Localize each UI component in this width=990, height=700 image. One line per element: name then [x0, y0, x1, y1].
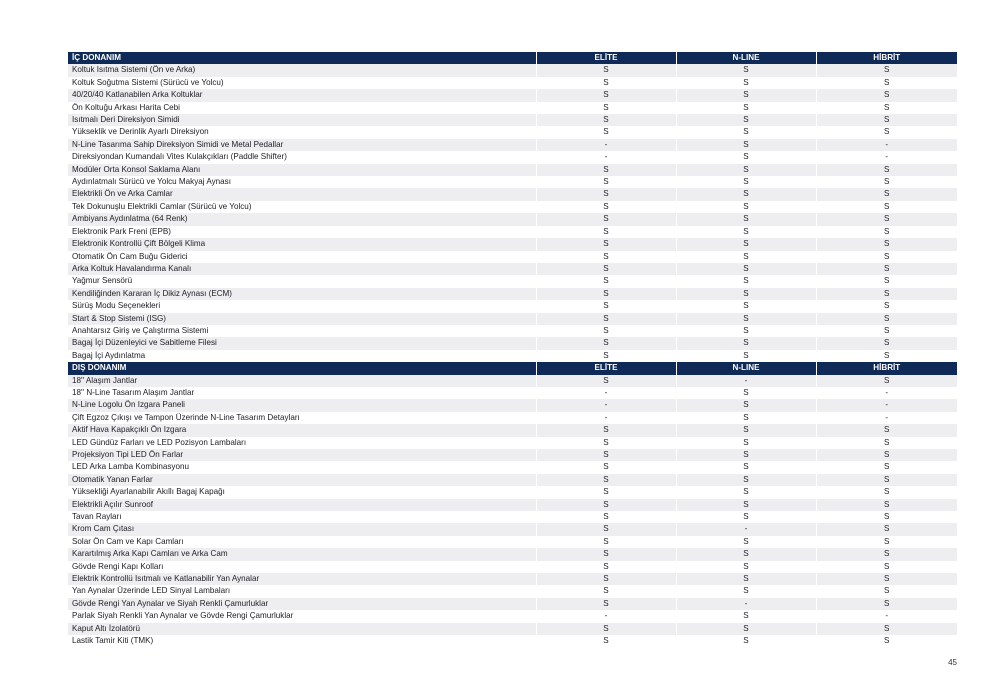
- table-row: [68, 387, 957, 399]
- column-header: N-LINE: [676, 362, 816, 374]
- availability-cell: S: [676, 573, 816, 585]
- availability-cell: S: [676, 288, 816, 300]
- availability-cell: S: [676, 623, 816, 635]
- feature-name: Tavan Rayları: [68, 511, 536, 523]
- feature-name: Lastik Tamir Kiti (TMK): [68, 635, 536, 647]
- availability-cell: S: [536, 548, 676, 560]
- feature-name: 40/20/40 Katlanabilen Arka Koltuklar: [68, 89, 536, 101]
- availability-cell: -: [676, 523, 816, 535]
- availability-cell: S: [676, 536, 816, 548]
- availability-cell: S: [676, 114, 816, 126]
- availability-cell: S: [676, 313, 816, 325]
- table-row: [68, 610, 957, 622]
- availability-cell: S: [676, 139, 816, 151]
- availability-cell: S: [816, 424, 957, 436]
- feature-name: Çift Egzoz Çıkışı ve Tampon Üzerinde N-Line Tasarım Detayları: [68, 412, 536, 424]
- feature-name: Sürüş Modu Seçenekleri: [68, 300, 536, 312]
- table-row: [68, 64, 957, 76]
- table-row: [68, 77, 957, 89]
- table-row: [68, 548, 957, 560]
- availability-cell: S: [816, 561, 957, 573]
- feature-name: Elektronik Park Freni (EPB): [68, 226, 536, 238]
- availability-cell: S: [536, 437, 676, 449]
- availability-cell: S: [676, 325, 816, 337]
- feature-name: Bagaj İçi Düzenleyici ve Sabitleme Filesi: [68, 337, 536, 349]
- availability-cell: S: [816, 114, 957, 126]
- availability-cell: S: [676, 126, 816, 138]
- availability-cell: S: [816, 77, 957, 89]
- availability-cell: S: [676, 64, 816, 76]
- availability-cell: S: [676, 350, 816, 362]
- feature-name: Otomatik Ön Cam Buğu Giderici: [68, 251, 536, 263]
- availability-cell: S: [676, 226, 816, 238]
- table-row: [68, 337, 957, 349]
- column-header: HİBRİT: [816, 52, 957, 64]
- availability-cell: S: [536, 89, 676, 101]
- table-row: [68, 461, 957, 473]
- availability-cell: S: [676, 176, 816, 188]
- table-row: [68, 412, 957, 424]
- feature-name: Yüksekliği Ayarlanabilir Akıllı Bagaj Kapağı: [68, 486, 536, 498]
- availability-cell: S: [676, 251, 816, 263]
- feature-name: Gövde Rengi Yan Aynalar ve Siyah Renkli Çamurluklar: [68, 598, 536, 610]
- feature-name: Yan Aynalar Üzerinde LED Sinyal Lambaları: [68, 585, 536, 597]
- availability-cell: S: [816, 635, 957, 647]
- feature-name: LED Gündüz Farları ve LED Pozisyon Lambaları: [68, 437, 536, 449]
- availability-cell: S: [816, 251, 957, 263]
- table-row: [68, 275, 957, 287]
- feature-name: Yağmur Sensörü: [68, 275, 536, 287]
- availability-cell: -: [676, 598, 816, 610]
- availability-cell: S: [816, 226, 957, 238]
- availability-cell: -: [536, 399, 676, 411]
- availability-cell: S: [676, 151, 816, 163]
- feature-name: Ön Koltuğu Arkası Harita Cebi: [68, 102, 536, 114]
- availability-cell: -: [536, 412, 676, 424]
- availability-cell: S: [536, 375, 676, 387]
- feature-name: Arka Koltuk Havalandırma Kanalı: [68, 263, 536, 275]
- table-row: [68, 126, 957, 138]
- column-header: HİBRİT: [816, 362, 957, 374]
- availability-cell: S: [536, 486, 676, 498]
- feature-name: Solar Ön Cam ve Kapı Camları: [68, 536, 536, 548]
- availability-cell: S: [816, 64, 957, 76]
- feature-name: Tek Dokunuşlu Elektrikli Camlar (Sürücü ve Yolcu): [68, 201, 536, 213]
- feature-name: Elektrik Kontrollü Isıtmalı ve Katlanabilir Yan Aynalar: [68, 573, 536, 585]
- availability-cell: S: [536, 573, 676, 585]
- availability-cell: S: [536, 635, 676, 647]
- table-row: [68, 437, 957, 449]
- feature-name: Otomatik Yanan Farlar: [68, 474, 536, 486]
- table-row: [68, 151, 957, 163]
- availability-cell: S: [676, 89, 816, 101]
- availability-cell: -: [816, 610, 957, 622]
- feature-name: N-Line Logolu Ön Izgara Paneli: [68, 399, 536, 411]
- availability-cell: S: [816, 350, 957, 362]
- availability-cell: S: [816, 461, 957, 473]
- availability-cell: S: [536, 474, 676, 486]
- availability-cell: S: [536, 114, 676, 126]
- table-row: [68, 598, 957, 610]
- availability-cell: S: [676, 300, 816, 312]
- availability-cell: S: [676, 424, 816, 436]
- availability-cell: S: [536, 251, 676, 263]
- availability-cell: -: [816, 399, 957, 411]
- availability-cell: S: [676, 213, 816, 225]
- availability-cell: S: [676, 275, 816, 287]
- table-row: [68, 623, 957, 635]
- equipment-table: [68, 52, 957, 648]
- availability-cell: S: [536, 598, 676, 610]
- availability-cell: S: [536, 102, 676, 114]
- feature-name: Aktif Hava Kapakçıklı Ön Izgara: [68, 424, 536, 436]
- availability-cell: -: [536, 387, 676, 399]
- availability-cell: S: [676, 399, 816, 411]
- availability-cell: S: [536, 238, 676, 250]
- availability-cell: S: [676, 610, 816, 622]
- table-row: [68, 486, 957, 498]
- availability-cell: S: [536, 461, 676, 473]
- availability-cell: S: [816, 511, 957, 523]
- availability-cell: S: [676, 387, 816, 399]
- availability-cell: S: [536, 126, 676, 138]
- table-row: [68, 313, 957, 325]
- availability-cell: S: [816, 164, 957, 176]
- feature-name: Karartılmış Arka Kapı Camları ve Arka Cam: [68, 548, 536, 560]
- availability-cell: S: [816, 176, 957, 188]
- availability-cell: -: [816, 139, 957, 151]
- table-row: [68, 523, 957, 535]
- section-header: [68, 362, 957, 374]
- table-row: [68, 573, 957, 585]
- availability-cell: S: [536, 325, 676, 337]
- feature-name: Isıtmalı Deri Direksiyon Simidi: [68, 114, 536, 126]
- availability-cell: S: [676, 474, 816, 486]
- table-row: [68, 176, 957, 188]
- availability-cell: S: [536, 275, 676, 287]
- availability-cell: S: [676, 201, 816, 213]
- availability-cell: -: [536, 610, 676, 622]
- table-row: [68, 89, 957, 101]
- availability-cell: S: [676, 499, 816, 511]
- availability-cell: S: [536, 188, 676, 200]
- availability-cell: S: [676, 561, 816, 573]
- column-header: N-LINE: [676, 52, 816, 64]
- availability-cell: -: [676, 375, 816, 387]
- feature-name: Direksiyondan Kumandalı Vites Kulakçıkları (Paddle Shifter): [68, 151, 536, 163]
- availability-cell: S: [676, 548, 816, 560]
- feature-name: Aydınlatmalı Sürücü ve Yolcu Makyaj Aynası: [68, 176, 536, 188]
- availability-cell: S: [816, 188, 957, 200]
- availability-cell: S: [676, 164, 816, 176]
- feature-name: Krom Cam Çıtası: [68, 523, 536, 535]
- availability-cell: S: [816, 486, 957, 498]
- table-row: [68, 350, 957, 362]
- feature-name: Projeksiyon Tipi LED Ön Farlar: [68, 449, 536, 461]
- availability-cell: S: [816, 238, 957, 250]
- availability-cell: -: [816, 151, 957, 163]
- table-row: [68, 164, 957, 176]
- availability-cell: S: [536, 523, 676, 535]
- availability-cell: S: [816, 288, 957, 300]
- availability-cell: S: [816, 499, 957, 511]
- table-row: [68, 511, 957, 523]
- feature-name: Kendiliğinden Kararan İç Dikiz Aynası (ECM): [68, 288, 536, 300]
- section-header: [68, 52, 957, 64]
- feature-name: Ambiyans Aydınlatma (64 Renk): [68, 213, 536, 225]
- availability-cell: S: [816, 102, 957, 114]
- availability-cell: S: [816, 313, 957, 325]
- availability-cell: S: [676, 461, 816, 473]
- availability-cell: S: [536, 449, 676, 461]
- availability-cell: S: [536, 226, 676, 238]
- table-row: [68, 635, 957, 647]
- table-row: [68, 399, 957, 411]
- availability-cell: S: [676, 511, 816, 523]
- availability-cell: S: [816, 474, 957, 486]
- feature-name: Elektrikli Açılır Sunroof: [68, 499, 536, 511]
- availability-cell: S: [536, 300, 676, 312]
- table-row: [68, 102, 957, 114]
- availability-cell: S: [816, 573, 957, 585]
- table-row: [68, 226, 957, 238]
- feature-name: Yükseklik ve Derinlik Ayarlı Direksiyon: [68, 126, 536, 138]
- availability-cell: S: [536, 623, 676, 635]
- section-title: DIŞ DONANIM: [68, 362, 536, 374]
- availability-cell: S: [676, 449, 816, 461]
- availability-cell: S: [676, 486, 816, 498]
- table-row: [68, 561, 957, 573]
- feature-name: Parlak Siyah Renkli Yan Aynalar ve Gövde Rengi Çamurluklar: [68, 610, 536, 622]
- availability-cell: S: [536, 337, 676, 349]
- availability-cell: -: [536, 151, 676, 163]
- availability-cell: S: [536, 213, 676, 225]
- feature-name: Elektronik Kontrollü Çift Bölgeli Klima: [68, 238, 536, 250]
- availability-cell: S: [536, 511, 676, 523]
- table-row: [68, 251, 957, 263]
- feature-name: Gövde Rengi Kapı Kolları: [68, 561, 536, 573]
- feature-name: Anahtarsız Giriş ve Çalıştırma Sistemi: [68, 325, 536, 337]
- table-row: [68, 288, 957, 300]
- availability-cell: S: [816, 623, 957, 635]
- availability-cell: S: [816, 523, 957, 535]
- table-row: [68, 188, 957, 200]
- page-number: 45: [948, 658, 957, 667]
- feature-name: 18'' Alaşım Jantlar: [68, 375, 536, 387]
- availability-cell: S: [816, 449, 957, 461]
- availability-cell: S: [816, 375, 957, 387]
- table-row: [68, 536, 957, 548]
- availability-cell: S: [536, 536, 676, 548]
- feature-name: Koltuk Isıtma Sistemi (Ön ve Arka): [68, 64, 536, 76]
- availability-cell: S: [536, 424, 676, 436]
- availability-cell: S: [816, 548, 957, 560]
- table-row: [68, 213, 957, 225]
- feature-name: 18'' N-Line Tasarım Alaşım Jantlar: [68, 387, 536, 399]
- availability-cell: S: [536, 313, 676, 325]
- availability-cell: S: [536, 164, 676, 176]
- table-row: [68, 325, 957, 337]
- section-title: İÇ DONANIM: [68, 52, 536, 64]
- availability-cell: S: [816, 585, 957, 597]
- availability-cell: -: [536, 139, 676, 151]
- feature-name: Bagaj İçi Aydınlatma: [68, 350, 536, 362]
- table-row: [68, 424, 957, 436]
- availability-cell: S: [816, 437, 957, 449]
- table-row: [68, 263, 957, 275]
- availability-cell: S: [816, 598, 957, 610]
- availability-cell: S: [536, 585, 676, 597]
- availability-cell: S: [676, 437, 816, 449]
- availability-cell: S: [816, 325, 957, 337]
- availability-cell: S: [536, 263, 676, 275]
- table-row: [68, 499, 957, 511]
- availability-cell: S: [536, 561, 676, 573]
- availability-cell: S: [536, 176, 676, 188]
- availability-cell: S: [536, 499, 676, 511]
- table-row: [68, 201, 957, 213]
- availability-cell: S: [676, 337, 816, 349]
- availability-cell: S: [536, 350, 676, 362]
- availability-cell: S: [676, 102, 816, 114]
- column-header: ELİTE: [536, 362, 676, 374]
- availability-cell: S: [816, 201, 957, 213]
- feature-name: Elektrikli Ön ve Arka Camlar: [68, 188, 536, 200]
- availability-cell: S: [676, 585, 816, 597]
- feature-name: Start & Stop Sistemi (ISG): [68, 313, 536, 325]
- table-row: [68, 375, 957, 387]
- availability-cell: S: [816, 126, 957, 138]
- table-row: [68, 449, 957, 461]
- availability-cell: S: [536, 64, 676, 76]
- availability-cell: S: [816, 89, 957, 101]
- availability-cell: S: [816, 263, 957, 275]
- availability-cell: S: [816, 337, 957, 349]
- availability-cell: S: [816, 536, 957, 548]
- availability-cell: S: [676, 635, 816, 647]
- feature-name: Modüler Orta Konsol Saklama Alanı: [68, 164, 536, 176]
- spec-sheet: [68, 52, 957, 648]
- availability-cell: S: [816, 213, 957, 225]
- table-row: [68, 139, 957, 151]
- availability-cell: S: [816, 300, 957, 312]
- availability-cell: S: [676, 263, 816, 275]
- availability-cell: S: [676, 412, 816, 424]
- feature-name: N-Line Tasarıma Sahip Direksiyon Simidi ve Metal Pedallar: [68, 139, 536, 151]
- availability-cell: S: [676, 188, 816, 200]
- feature-name: Kaput Altı İzolatörü: [68, 623, 536, 635]
- table-row: [68, 114, 957, 126]
- availability-cell: S: [816, 275, 957, 287]
- table-row: [68, 300, 957, 312]
- table-row: [68, 585, 957, 597]
- availability-cell: S: [676, 238, 816, 250]
- column-header: ELİTE: [536, 52, 676, 64]
- availability-cell: S: [536, 77, 676, 89]
- feature-name: Koltuk Soğutma Sistemi (Sürücü ve Yolcu): [68, 77, 536, 89]
- feature-name: LED Arka Lamba Kombinasyonu: [68, 461, 536, 473]
- availability-cell: -: [816, 387, 957, 399]
- availability-cell: S: [676, 77, 816, 89]
- availability-cell: -: [816, 412, 957, 424]
- availability-cell: S: [536, 201, 676, 213]
- table-row: [68, 474, 957, 486]
- table-row: [68, 238, 957, 250]
- availability-cell: S: [536, 288, 676, 300]
